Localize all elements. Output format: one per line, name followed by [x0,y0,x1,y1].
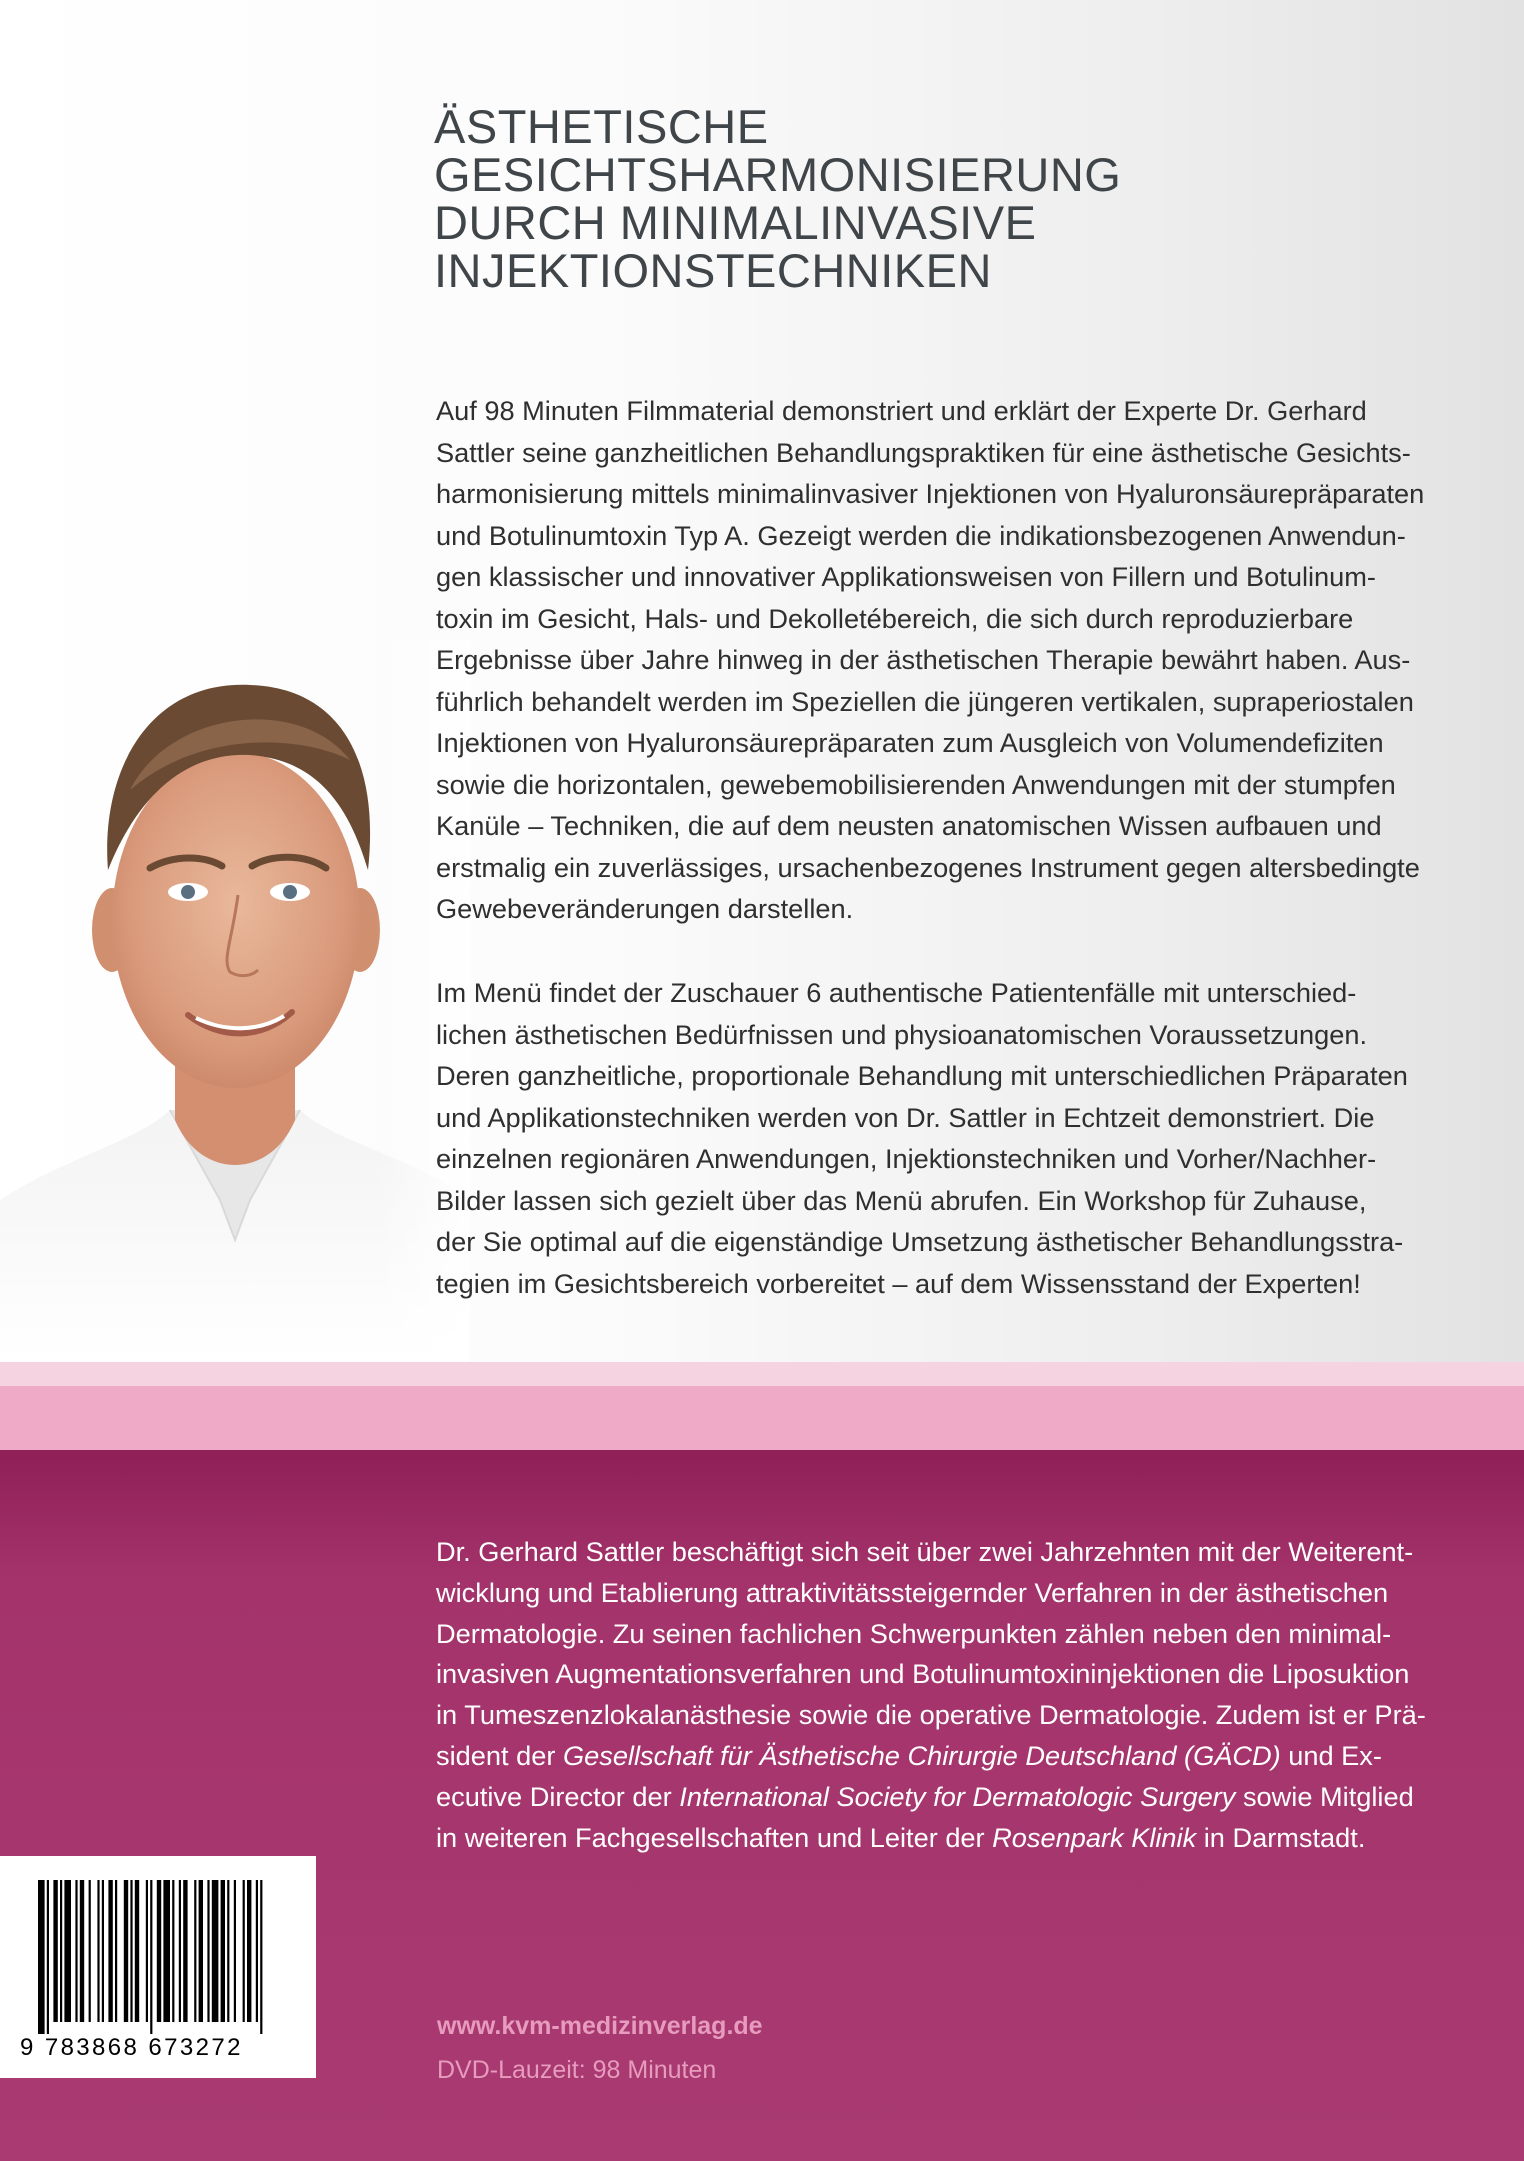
barcode-bar [53,1880,57,2022]
text-line: sowie die horizontalen, gewebemobilisierenden Anwendungen mit der stumpfen [436,768,1396,800]
text-span: sident der [436,1739,563,1771]
title-line: INJEKTIONSTECHNIKEN [434,244,992,297]
text-line: einzelnen regionären Anwendungen, Injektionstechniken und Vorher/Nachher- [436,1143,1377,1174]
barcode-bar [60,1880,62,2022]
barcode-bar [130,1880,132,2022]
text-line: Auf 98 Minuten Filmmaterial demonstriert und erklärt der Experte Dr. Gerhard [436,395,1367,426]
barcode-bar [64,1880,71,2022]
text-line: Gewebeveränderungen darstellen. [436,893,854,924]
author-bio [436,1532,1426,1858]
text-line: Injektionen von Hyaluronsäurepräparaten zum Ausgleich von Volumendefiziten [436,727,1384,758]
barcode-bar [89,1880,91,2022]
barcode-bar [256,1880,258,2022]
text-span: und Ex- [1280,1739,1382,1771]
pink-band [0,1386,1524,1450]
barcode-bar [221,1880,225,2022]
text-line: Deren ganzheitliche, proportionale Behandlung mit unterschiedlichen Präparaten [436,1060,1408,1091]
barcode-bar [157,1880,161,2022]
text-line: lichen ästhetischen Bedürfnissen und physioanatomischen Voraussetzungen. [436,1018,1368,1050]
barcode-bar [199,1880,203,2022]
barcode-bar [260,1880,262,2034]
text-line: Dr. Gerhard Sattler beschäftigt sich seit über zwei Jahrzehnten mit der Weiterent- [436,1536,1414,1567]
text-line: der Sie optimal auf die eigenständige Umsetzung ästhetischer Behandlungsstra- [436,1226,1404,1257]
description-paragraph-2 [436,972,1408,1304]
society-name-isds: International Society for Dermatologic Surgery [679,1780,1236,1812]
barcode-bar [38,1880,45,2034]
barcode-bars [0,1856,316,2036]
description-paragraph-1 [436,390,1425,930]
text-line: führlich behandelt werden im Speziellen die jüngeren vertikalen, supraperiostalen [436,685,1414,717]
barcode-bar [115,1880,117,2022]
text-line: toxin im Gesicht, Hals- und Dekolletébereich, die sich durch reproduzierbare [436,602,1354,634]
barcode-bar [243,1880,245,2022]
text-span: in Darmstadt. [1196,1821,1366,1853]
text-line [436,1736,1396,1777]
barcode-bar [97,1880,99,2022]
text-line: Kanüle – Techniken, die auf dem neusten anatomischen Wissen aufbauen und [436,810,1382,841]
barcode-bar [108,1880,112,2022]
barcode-bar [212,1880,219,2022]
text-line: Im Menü findet der Zuschauer 6 authentische Patientenfälle mit unterschied- [436,977,1357,1008]
barcode-bar [247,1880,251,2022]
title-line: ÄSTHETISCHE [434,100,769,153]
barcode-bar [207,1880,209,2022]
text-line: Ergebnisse über Jahre hinweg in der ästhetischen Therapie bewährt haben. Aus- [436,644,1411,675]
text-span: sowie Mitglied [1235,1780,1414,1812]
text-line: invasiven Augmentationsverfahren und Botulinumtoxininjektionen die Liposuktion [436,1658,1410,1690]
barcode-bar [172,1880,174,2022]
barcode-bar [102,1880,104,2022]
title-line: DURCH MINIMALINVASIVE [434,196,1037,249]
society-name-gacd: Gesellschaft für Ästhetische Chirurgie Deutschland (GÄCD) [562,1739,1281,1771]
text-line: in Tumeszenzlokalanästhesie sowie die operative Dermatologie. Zudem ist er Prä- [436,1699,1426,1731]
text-span: ecutive Director der [436,1780,680,1812]
barcode-bar [150,1880,152,2034]
barcode-bar [179,1880,181,2022]
barcode-bar [47,1880,49,2034]
title-line: GESICHTSHARMONISIERUNG [434,148,1122,201]
text-line: Dermatologie. Zu seinen fachlichen Schwerpunkten zählen neben den minimal- [436,1617,1392,1649]
text-line: und Applikationstechniken werden von Dr. Sattler in Echtzeit demonstriert. Die [436,1101,1375,1133]
barcode-bar [124,1880,128,2022]
clinic-name: Rosenpark Klinik [992,1821,1197,1853]
text-line: wicklung und Etablierung attraktivitätssteigernder Verfahren in der ästhetischen [436,1576,1389,1608]
text-line: Bilder lassen sich gezielt über das Menü abrufen. Ein Workshop für Zuhause, [436,1184,1367,1216]
publisher-website: www.kvm-medizinverlag.de [437,2012,763,2040]
barcode-bar [146,1880,148,2022]
barcode-bar [135,1880,139,2022]
barcode-bar [194,1880,196,2022]
text-line: erstmalig ein zuverlässiges, ursachenbezogenes Instrument gegen altersbedingte [436,851,1420,883]
barcode-bar [75,1880,77,2022]
barcode-bar [227,1880,229,2022]
text-line: harmonisierung mittels minimalinvasiver Injektionen von Hyaluronsäurepräparaten [436,478,1425,509]
text-line [436,1818,1396,1859]
dvd-runtime: DVD-Lauzeit: 98 Minuten [437,2056,717,2084]
author-portrait [0,640,470,1362]
light-pink-band [0,1362,1524,1386]
text-line: gen klassischer und innovativer Applikationsweisen von Fillern und Botulinum- [436,561,1376,592]
barcode-bar [80,1880,84,2022]
book-title [434,100,1434,297]
barcode-bar [234,1880,236,2022]
text-span: in weiteren Fachgesellschaften und Leiter der [436,1821,993,1853]
barcode-number: 9 783868 673272 [20,2034,243,2061]
text-line: tegien im Gesichtsbereich vorbereitet – auf dem Wissensstand der Experten! [436,1267,1361,1299]
text-line: Sattler seine ganzheitlichen Behandlungspraktiken für eine ästhetische Gesichts- [436,436,1411,468]
text-line [436,1777,1414,1818]
text-line: und Botulinumtoxin Typ A. Gezeigt werden die indikationsbezogenen Anwendun- [436,519,1406,551]
barcode-bar [163,1880,170,2022]
barcode-bar [183,1880,187,2022]
